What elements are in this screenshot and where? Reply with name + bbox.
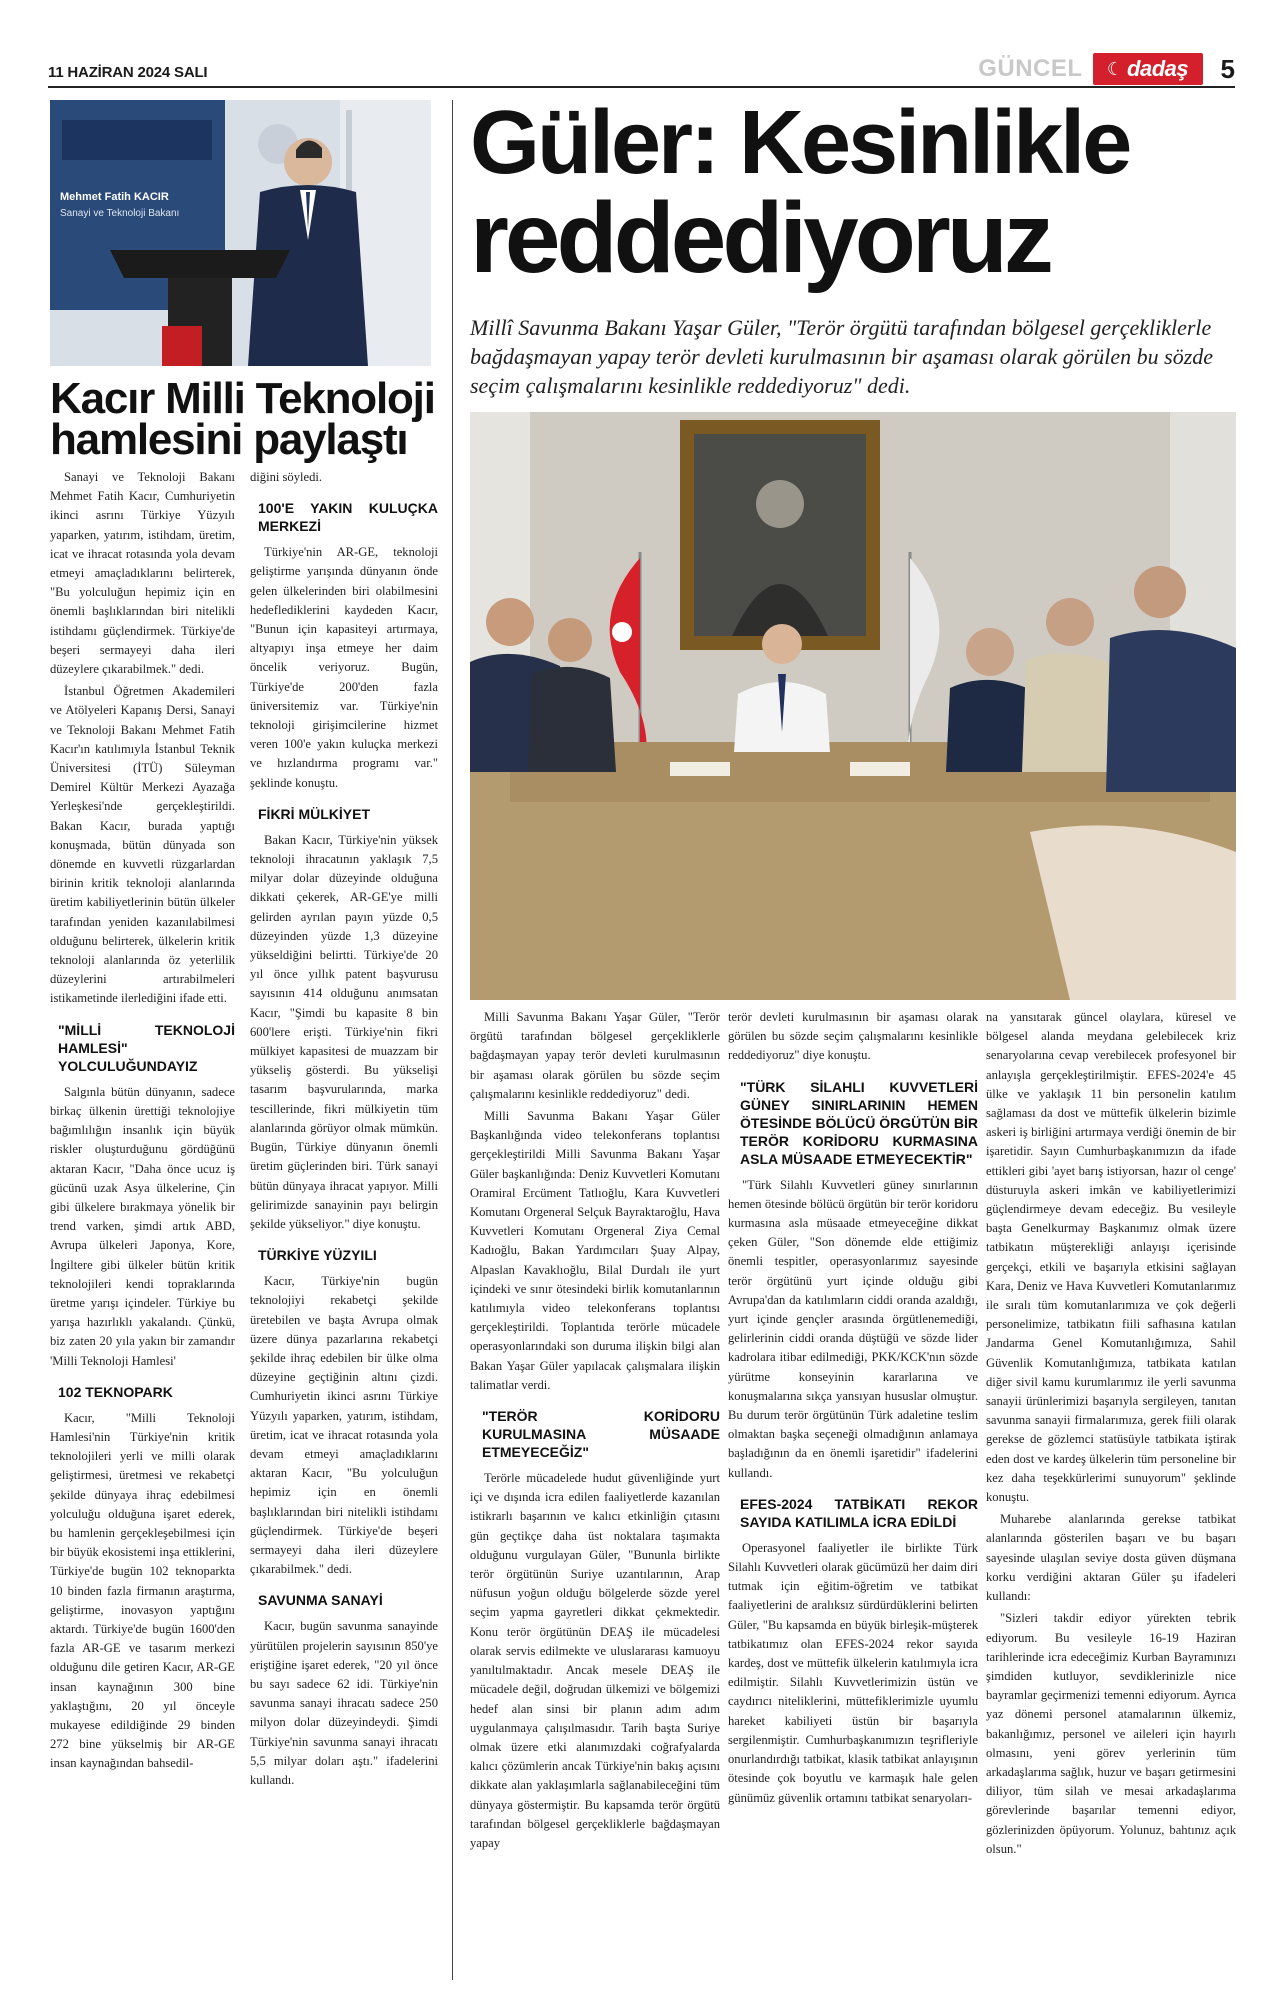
kacir-photo [50,100,431,366]
section-label: GÜNCEL [978,55,1083,82]
podium-name: Mehmet Fatih KACIR [60,191,169,203]
page-header [48,52,1235,88]
kacir-photo-illustration [50,100,431,366]
left-article-col2 [250,468,438,1793]
paragraph: Muharebe alanlarında gerekse tatbikat alanlarında gösterilen başarı ve bu başarı sayesinde ulaşılan seviye dosta güven düşmana korku verdiğini aktaran Güler şu ifadeleri kullandı: [986,1512,1236,1604]
meeting-photo [470,412,1236,1000]
subheading: "MİLLİ TEKNOLOJİ HAMLESİ" YOLCULUĞUNDAYIZ [58,1021,235,1074]
paragraph: Operasyonel faaliyetler ile birlikte Türk Silahlı Kuvvetleri olarak gücümüzü her daim diri tutmak için eğitim-öğretim ve tatbikat faaliyetlerini de aralıksız sürdürdüklerini belirten Güler, "Bu kapsamda en büyük birleşik-müşterek tatbikatımız olan EFES-2024 rekor sayıda kardeş, dost ve müttefik ülkelerin katılımıyla icra edilmiştir. Silahlı Kuvvetlerimizin üstün ve caydırıcı niteliklerini, müttefiklerimizle uyumlu hareket kabiliyeti üstün bir başarıyla sergilenmiştir. Cumhurbaşkanımızın teşrifleriyle onurlandırdığı tatbikat, klasik tatbikat anlayışının ötesinde çok boyutlu ve karmaşık hale gelen günümüz güvenlik ortamını tatbikat senaryoları- [728,1540,978,1805]
subheading: "TERÖR KORİDORU KURULMASINA MÜSAADE ETMEYECEĞİZ" [482,1408,720,1461]
subheading: TÜRKİYE YÜZYILI [258,1247,377,1264]
main-article-col2 [728,1008,978,1811]
logo-text: dadaş [1127,56,1189,81]
paragraph: terör devleti kurulmasının bir aşaması olarak görülen bu sözde seçim çalışmalarını kesinlikle reddediyoruz" diye konuştu. [728,1010,978,1063]
main-article-col3 [986,1008,1236,1862]
header-right [978,54,1235,84]
main-article-title [470,93,1236,294]
left-article-col1 [50,468,235,1777]
paragraph: Milli Savunma Bakanı Yaşar Güler Başkanlığında video telekonferans toplantısı gerçekleştirildi Milli Savunma Bakanı Yaşar Güler başkanlığında: Deniz Kuvvetleri Komutanı Oramiral Ercüment Tatlıoğlu, Kara Kuvvetleri Komutanı Orgeneral Selçuk Bayraktaroğlu, Hava Kuvvetleri Komutanı Orgeneral Ziya Cemal Kadıoğlu, Bakan Yardımcıları Şuay Alpay, Alpaslan Kavaklıoğlu, Bilal Durdalı ile yurt içindeki ve sınır ötesindeki birlik komutanlarının katılımıyla video telekonferans toplantısı gerçekleştirildi. Toplantıda terörle mücadele operasyonlarındaki son duruma ilişkin bilgi alan Bakan Yaşar Güler yapılacak çalışmalara ilişkin talimatlar verdi. [470,1109,720,1392]
page-number: 5 [1220,53,1235,84]
column-divider [452,100,453,1980]
paragraph: Milli Savunma Bakanı Yaşar Güler, "Terör örgütü tarafından bölgesel gerçekliklerle bağdaşmayan yapay terör devleti kurulmasının bir aşaması olarak görülen bu sözde seçim çalışmalarını kesinlikle reddediyoruz" dedi. [470,1010,720,1101]
paragraph: Kacır, "Milli Teknoloji Hamlesi'nin Türkiye'nin kritik teknolojileri yerli ve milli olarak geliştirmesi, üretmesi ve rekabetçi şekilde dünyaya ihraç edebilmesi yolculuğu olduğuna işaret ederek, bu hamlenin gerçekleşebilmesi için bir büyük ekosistemi inşa ettiklerini, Türkiye'de bugün 102 teknoparkta 10 binden fazla firmanın araştırma, geliştirme, inovasyon yaptığını aktardı. Türkiye'de bugün 1600'den fazla AR-GE ve tasarım merkezi olduğunu dile getiren Kacır, AR-GE insan kaynağının 300 bine yaklaştığını, 20 yıl önceyle mukayese edildiğinde 29 binden 272 bine yükselmiş bir AR-GE insan kaynağından bahsedil- [50,1410,235,1771]
subheading: SAVUNMA SANAYİ [258,1592,383,1609]
main-article-col1 [470,1008,720,1856]
paragraph: Türkiye'nin AR-GE, teknoloji geliştirme yarışında dünyanın önde gelen ülkelerinden biri olabilmesini hedeflediklerini kaydeden Kacır, "Bunun için kapasiteyi artırmaya, altyapıyı inşa etmeye her daim öncelik veriyoruz. Bugün, Türkiye'de 200'den fazla üniversitemiz var. Türkiye'nin teknoloji girişimcilerine hizmet veren 100'e yakın kuluçka merkezi ve hızlandırma programı var." şeklinde konuştu. [250,545,438,790]
left-article-title: Kacır Milli Teknoloji hamlesini paylaştı [50,374,435,464]
title-line-1: Güler: Kesinlikle [470,93,1130,193]
paragraph: diğini söyledi. [250,470,323,484]
paragraph: na yansıtarak güncel olaylara, küresel ve bölgesel alanda meydana gelebilecek kriz senaryolarına cevap verebilecek profesyonel bir anlayışla gerçekleştirilmiştir. EFES-2024'e 45 ülke ve yaklaşık 11 bin personelin katılım sağlaması da dost ve müttefik ülkelerin bizimle askeri iş birliğini artırmaya verdiği önemin de bir işaretidir. Sayın Cumhurbaşkanımızın da ifade ettikleri gibi 'ayet barış istiyorsan, hazır ol cenge' düsturuyla askeri imkân ve kabiliyetlerimizi güçlendirmeye devam edeceğiz. Bu vesileyle başta Genelkurmay Başkanımız olmak üzere tatbikatın müşterekliği anlayışı içerisinde gerçekçi, etkili ve başarıyla etkisini sağlayan Kara, Deniz ve Hava Kuvvetleri Komutanlarımız ile sıralı tüm komutanlarımıza ve çok değerli personelimize, tatbikatın fiili safhasına katılan Jandarma Genel Komutanlığımıza, Sahil Güvenlik Komutanlığımıza, tatbikata katılan diğer sivil kamu kurumlarımız ile yerli savunma sanayii ürünlerimizi başarıyla sergileyen, tanıtan savunma sanayii firmalarımıza, gerek fiili olarak gerekse de gözlemci statüsüyle tatbikata iştirak eden dost ve kardeş ülkelerin tüm personeline bir kez daha teşekkürlerimi sunuyorum" şeklinde konuştu. [986,1010,1236,1505]
crescent-icon: ☾ [1106,58,1124,80]
subheading: EFES-2024 TATBİKATI REKOR SAYIDA KATILIMLA İCRA EDİLDİ [740,1495,978,1530]
paragraph: Salgınla bütün dünyanın, sadece birkaç ülkenin ürettiği teknolojiye bağımlılığın insanlık için büyük riskler oluşturduğunu gördüğünü aktaran Kacır, "Daha önce ucuz iş gücünü uzak Asya ülkelerine, Çin gibi ülkelere bırakmaya yönelik bir trend varken, şimdi artık ABD, Avrupa ülkeleri Japonya, Kore, İngiltere gibi ülkeler bütün kritik teknolojileri kendi topraklarında üretme yarışı içindeler. Türkiye bu yarışa hazırlıklı yakalandı. Çünkü, biz zaten 20 yıla yakın bir zamandır 'Milli Teknoloji Hamlesi' [50,1084,235,1368]
newspaper-logo [1093,53,1203,85]
paragraph: "Türk Silahlı Kuvvetleri güney sınırlarının hemen ötesinde bölücü örgütün bir terör koridoru kurmasına asla müsaade etmeyeceğine dikkat çeken Güler, "Son dönemde elde ettiğimiz önemli tespitler, operasyonlarımız sayesinde terör örgütünü yurt içinde olduğu gibi Avrupa'dan da katılımların ciddi oranda azaldığı, yurt içinde gençler arasında örgütlenemediği, gelirlerinin ciddi oranda düştüğü ve sözde lider kadrolara itibar edilmediği, PKK/KCK'nın sözde yürütme konseyinin kararlarına ve konuşmalarına sıkça yansıyan hususlar olmuştur. Bu durum terör örgütünün Türk adaletine teslim olmaktan başka seçeneği olmadığının anlamaya başladığının da en önemli işaretidir" ifadelerini kullandı. [728,1177,978,1480]
subheading: FİKRİ MÜLKİYET [258,805,370,822]
paragraph: Kacır, Türkiye'nin bugün teknolojiyi rekabetçi şekilde üretebilen ve başta Avrupa olmak üzere dünya pazarlarına rekabetçi şekilde ihraç edebilen bir ülke olma düzeyine geçtiğinin altını çizdi. Cumhuriyetin ikinci asrını Türkiye Yüzyılı yaparken, yatırım, istihdam, üretim, icat ve ihracat rotasında yola devam etmeyi amaçladıklarını aktaran Kacır, "Bu yolculuğun hepimiz için en önemli başlıklarından biri nitelikli istihdamı güçlendirmek. Türkiye'de beşeri sermayeyi daha ileri düzeylere çıkarabilmek." dedi. [250,1274,438,1577]
title-line-2: reddediyoruz [470,182,1050,294]
podium-role: Sanayi ve Teknoloji Bakanı [60,208,180,219]
subheading: "TÜRK SİLAHLI KUVVETLERİ GÜNEY SINIRLARININ HEMEN ÖTESİNDE BÖLÜCÜ ÖRGÜTÜN BİR TERÖR KORİDORU KURMASINA ASLA MÜSAADE ETMEYECEKTİR" [740,1078,978,1167]
subheading: 100'E YAKIN KULUÇKA MERKEZİ [258,500,438,535]
paragraph: "Sizleri takdir ediyor yürekten tebrik ediyorum. Bu vesileyle 16-19 Haziran tarihlerinde icra edeceğimiz Kurban Bayramınızı şimdiden kutluyor, sevdiklerinizle nice bayramlar geçirmenizi temenni ediyorum. Ayrıca yaz dönemi personel atamalarının ülkemiz, bakanlığımız, personel ve aileleri için hayırlı olmasını, yeni görev yerlerinin tüm arkadaşlarıma sağlık, huzur ve başarı getirmesini diliyor, tüm silah ve mesai arkadaşlarıma görevlerinde başarılar temenni ediyor, gözlerinizden öpüyorum. Yolunuz, bahtınız açık olsun." [986,1611,1236,1856]
main-article-lead: Millî Savunma Bakanı Yaşar Güler, "Terör örgütü tarafından bölgesel gerçekliklerle bağdaşmayan yapay terör devleti kurulmasının bir aşaması olarak görülen bu sözde seçim çalışmalarını kesinlikle reddediyoruz" dedi. [470,315,1214,398]
paragraph: Sanayi ve Teknoloji Bakanı Mehmet Fatih Kacır, Cumhuriyetin ikinci asrını Türkiye Yüzyılı yaparken, yatırım, istihdam, üretim, icat ve ihracat rotasında yola devam etmeyi amaçladıklarını belirterek, "Bu yolculuğun hepimiz için en önemli başlıklarından biri nitelikli istihdamı güçlendirmek. Türkiye'de beşeri sermayeyi daha ileri düzeylere çıkarabilmek." dedi. [50,470,235,677]
paragraph: İstanbul Öğretmen Akademileri ve Atölyeleri Kapanış Dersi, Sanayi ve Teknoloji Bakanı Mehmet Fatih Kacır'ın katılımıyla İstanbul Teknik Üniversitesi (İTÜ) Süleyman Demirel Kültür Merkezi Ayazağa Yerleşkesi'nde gerçekleştirildi. Bakan Kacır, burada yaptığı konuşmada, bütün dünyada son dönemde en kuvvetli rüzgarlardan birinin kritik teknoloji alanlarında üretim kabiliyetlerinin bütün ülkeler tarafından yeniden kazanılabilmesi olduğunu belirterek, ülkelerin kritik teknoloji alanlarında öz yeterlilik düzeylerini artırabilmeleri istikametinde ilerlediğini ifade etti. [50,684,235,1006]
meeting-photo-illustration [470,412,1236,1000]
paragraph: Bakan Kacır, Türkiye'nin yüksek teknoloji ihracatının yaklaşık 7,5 milyar dolar düzeyinde olduğuna dikkati çekerek, AR-GE'ye milli gelirden ayrılan payın yüzde 0,5 düzeyinden yüzde 1,3 düzeyine yükseldiğini belirtti. Türkiye'de 20 yıl önce yıllık patent başvurusu sayısının 414 olduğunu anımsatan Kacır, "Şimdi bu kapasite 8 bin 600'lere erişti. Türkiye'nin fikri mülkiyet kapasitesi de muazzam bir yükseliş gösterdi. Bu yükselişi tasarım başvurularında, marka tescillerinde, fikri mülkiyetin tüm alanlarında görüyor olmak mümkün. Bugün, Türkiye dünyanın önemli üretim güçlerinden biri. Türk sanayi bütün dünyaya ihracat yapıyor. Milli gelirimizde sanayinin payı belirgin şekilde yükseliyor." diye konuştu. [250,832,438,1231]
subheading: 102 TEKNOPARK [58,1383,173,1400]
paragraph: Kacır, bugün savunma sanayinde yürütülen projelerin sayısının 850'ye eriştiğine işaret ederek, "20 yıl önce bu sayı sadece 62 idi. Türkiye'nin savunma sanayi ihracatı sadece 250 milyon dolar düzeyindeydi. Şimdi Türkiye'nin savunma sanayi ihracatı 5,5 milyar doları aştı." ifadelerini kullandı. [250,1619,438,1787]
paragraph: Terörle mücadelede hudut güvenliğinde yurt içi ve dışında icra edilen faaliyetlerde kazanılan istikrarlı başarının ve kalıcı etkinliğin çıtasını gün geçtikçe daha üst noktalara taşımakta olduğunu vurgulayan Güler, "Bununla birlikte terör örgütünün Suriye uzantılarının, Arap nüfusun yoğun olduğu bölgelerde sözde yerel seçim yapma gayretleri dikkat çekmektedir. Konu terör örgütünün DEAŞ ile mücadelesi olarak servis edilmekte ve uluslararası kamuoyu yanıltılmaktadır. Ancak mesele DEAŞ ile mücadele değil, doğrudan ülkemizi ve bölgemizi hedef alan sinsi bir planın adım adım uygulanmaya çalışılmasıdır. Tarih başta Suriye olmak üzere etki alanımızdaki coğrafyalarda kalıcı çözümlerin ancak Türkiye'nin bakış açısını dikkate alan yaklaşımlarla sağlanabileceğini tüm dünyaya göstermiştir. Bu kapsamda terör örgütü tarafından bölgesel gerçekliklerle bağdaşmayan yapay [470,1471,720,1850]
issue-date: 11 HAZİRAN 2024 SALI [48,64,208,81]
